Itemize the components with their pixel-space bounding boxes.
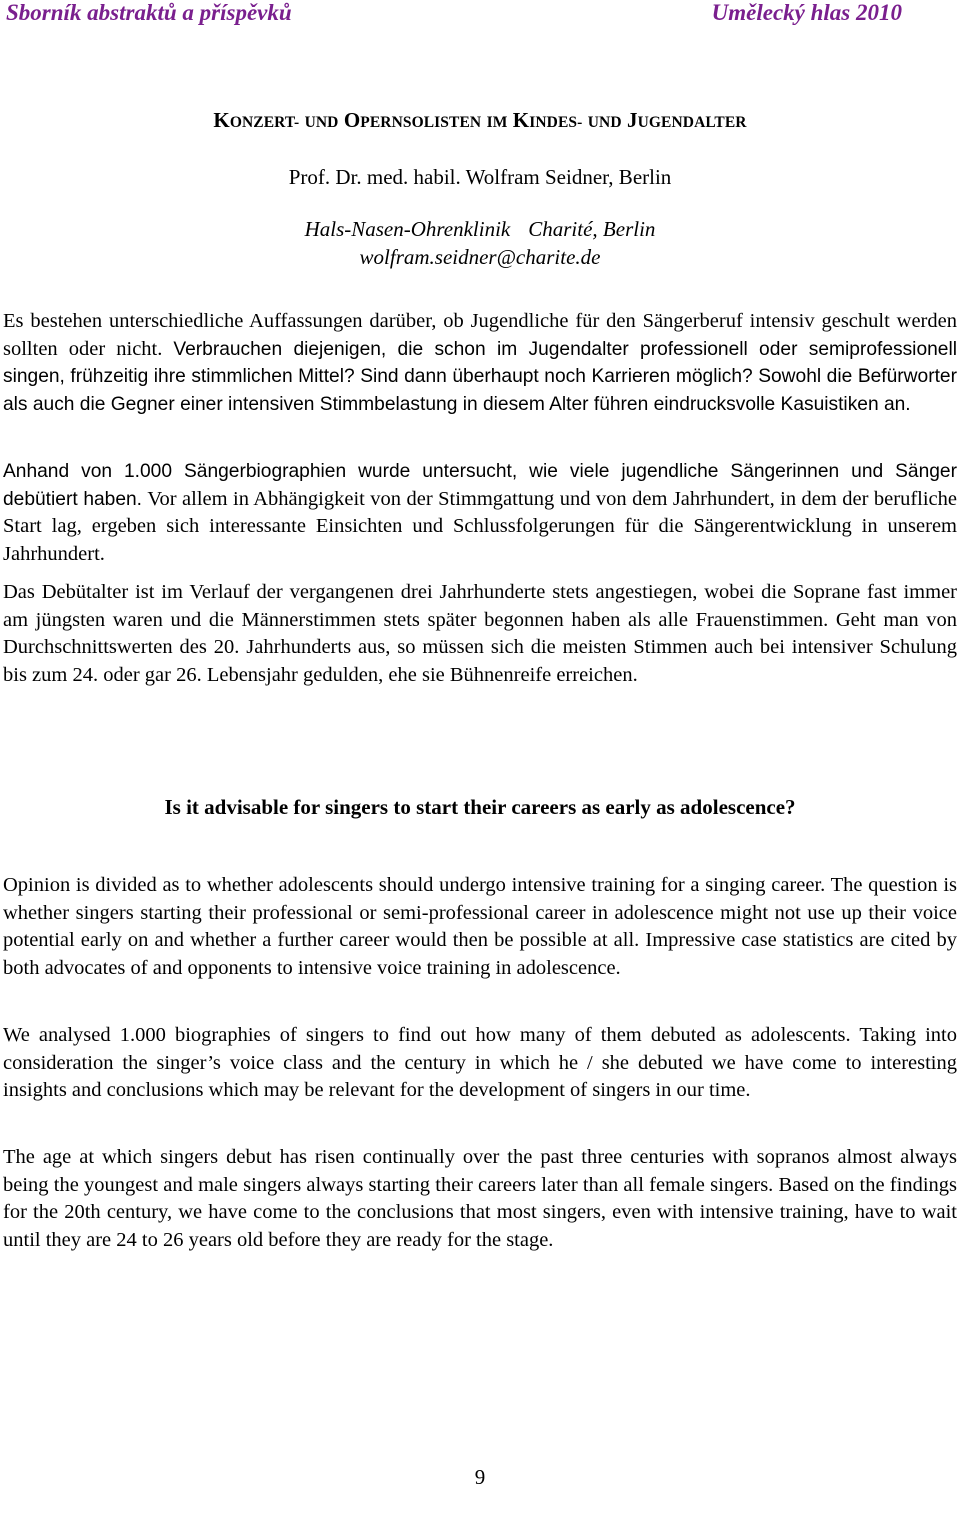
- paper-title-de: [0, 108, 960, 133]
- page-number: 9: [474, 1465, 486, 1489]
- abstract-en-paragraph-2: We analysed 1.000 biographies of singers to find out how many of them debuted as adolescents. Taking into consideration the singer’s voice class and the century in which he / she debuted we have come to interesting insights and conclusions which may be relevant for the development of singers in our time.: [3, 1024, 957, 1101]
- title-word-7: JUGENDALTER: [626, 108, 747, 132]
- header-right-text: Umělecký hlas 2010: [711, 0, 902, 25]
- title-word-1: KONZERT-: [213, 108, 300, 132]
- author-email: wolfram.seidner@charite.de: [359, 245, 601, 269]
- abstract-de-paragraph-3: Das Debütalter ist im Verlauf der vergangenen drei Jahrhunderte stets angestiegen, wobei die Soprane fast immer am jüngsten waren und die Männerstimmen stets später begonnen haben als alle Frauenstimmen. Geht man von Durchschnittswerten des 20. Jahrhunderts aus, so müssen sich die meisten Stimmen auch bei intensiver Schulung bis zum 24. oder gar 26. Lebensjahr gedulden, ehe sie Bühnenreife erreichen.: [3, 581, 957, 686]
- affiliation: [0, 215, 960, 271]
- running-header: [6, 0, 902, 30]
- title-word-5: KINDES-: [512, 108, 583, 132]
- affiliation-institution: Charité, Berlin: [528, 217, 656, 241]
- title-word-4: IM: [486, 114, 508, 131]
- title-word-6: UND: [587, 114, 622, 131]
- affiliation-clinic: Hals-Nasen-Ohrenklinik: [304, 217, 511, 241]
- header-left-text: Sborník abstraktů a příspěvků: [6, 0, 292, 25]
- abstract-de-paragraph-2: Anhand von 1.000 Sängerbiographien wurde untersucht, wie viele jugendliche Sängerinnen und Sänger debütiert haben. Vor allem in Abhängigkeit von der Stimmgattung und von dem Jahrhundert, in dem der berufliche Start lag, ergeben sich interessante Einsichten und Schlussfolgerungen für die Sängerentwicklung in unserem Jahrhundert.: [3, 461, 957, 565]
- abstract-en-paragraph-1: Opinion is divided as to whether adolescents should undergo intensive training for a singing career. The question is whether singers starting their professional or semi-professional career in adolescence might not use up their voice potential early on and whether a further career would then be possible at all. Impressive case statistics are cited by both advocates of and opponents to intensive voice training in adolescence.: [3, 874, 957, 979]
- affiliation-line: [0, 215, 960, 243]
- title-word-2: UND: [304, 114, 339, 131]
- abstract-en-paragraph-3: The age at which singers debut has risen continually over the past three centuries with sopranos almost always being the youngest and male singers always starting their careers later than all female singers. Based on the findings for the 20th century, we have come to the conclusions that most singers, even with intensive training, have to wait until they are 24 to 26 years old before they are ready for the stage.: [3, 1146, 957, 1251]
- abstract-de-paragraph-1: Es bestehen unterschiedliche Auffassungen darüber, ob Jugendliche für den Sängerberuf intensiv geschult werden sollten oder nicht. Verbrauchen diejenigen, die schon im Jugendalter professionell oder semiprofessionell singen, frühzeitig ihre stimmlichen Mittel? Sind dann überhaupt noch Karrieren möglich? Sowohl die Befürworter als auch die Gegner einer intensiven Stimmbelastung in diesem Alter führen eindrucksvolle Kasuistiken an.: [3, 310, 957, 415]
- paper-title-en: Is it advisable for singers to start their careers as early as adolescence?: [164, 795, 796, 819]
- author-line: Prof. Dr. med. habil. Wolfram Seidner, Berlin: [288, 165, 672, 189]
- title-word-3: OPERNSOLISTEN: [343, 108, 482, 132]
